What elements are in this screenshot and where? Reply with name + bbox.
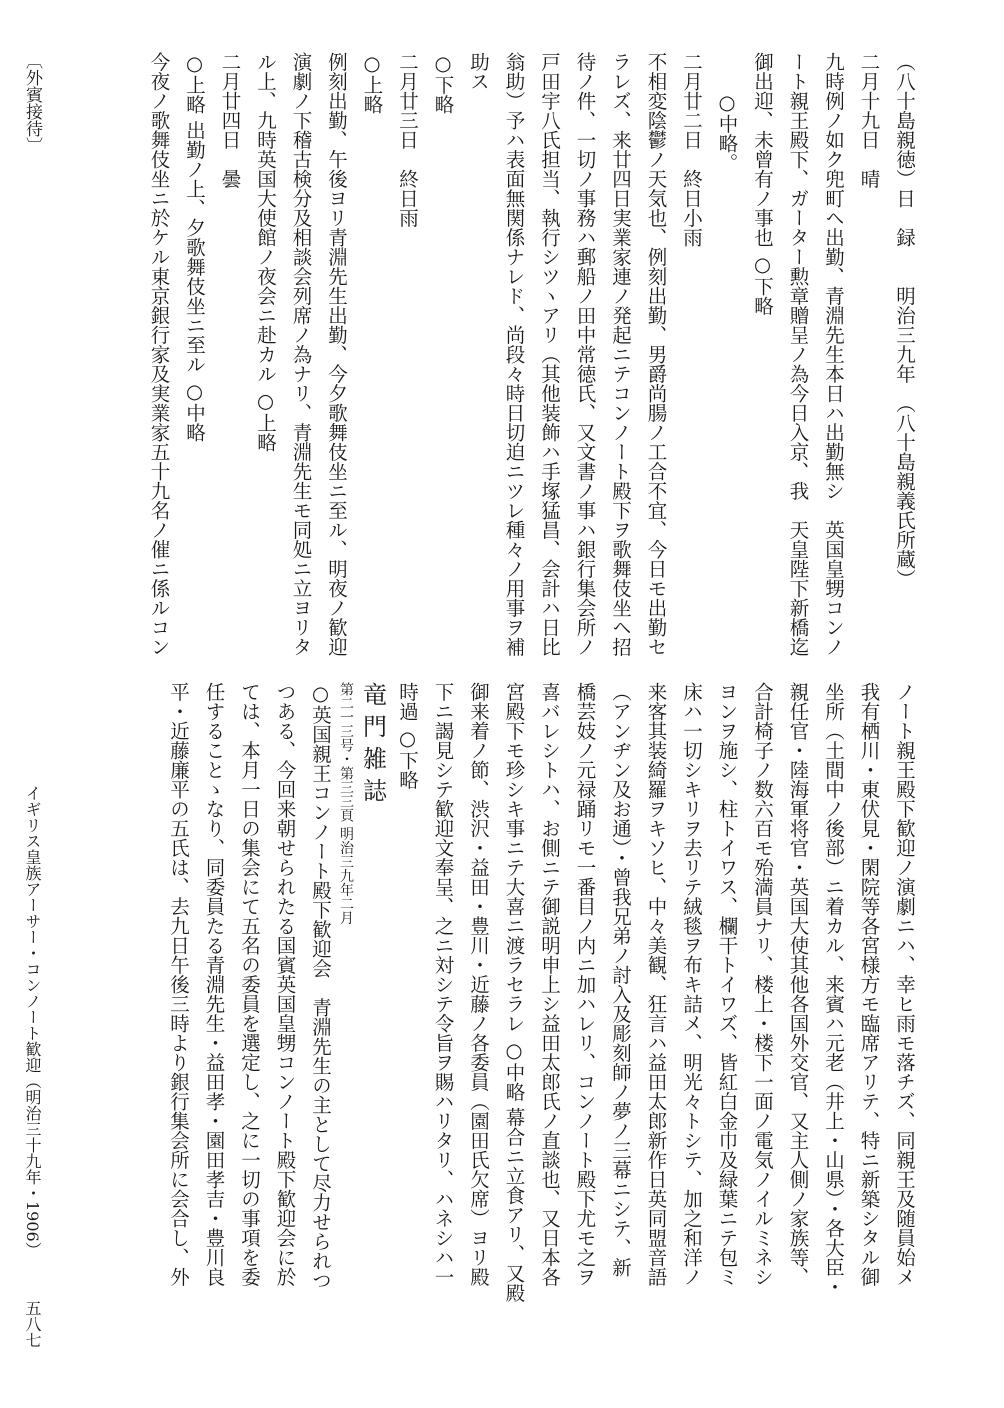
upper-column: 今夜ノ歌舞伎坐ニ於ケル東京銀行家及実業家五十九名ノ催ニ係ルコン	[147, 52, 171, 657]
chapter-subtitle: イギリス皇族アーサー・コンノート歓迎（明治三十九年・1906）	[23, 785, 42, 1258]
upper-column: 二月廿四日 曇	[218, 52, 242, 189]
upper-column: ○下略	[431, 52, 455, 114]
lower-column: 御来着ノ節、渋沢・益田・豊川・近藤ノ各委員（園田氏欠席）ヨリ殿	[467, 682, 490, 1287]
lower-column: 下ニ謁見シテ歓迎文奉呈、之ニ対シテ令旨ヲ賜ハリタリ、ハネシハ一	[431, 682, 455, 1287]
magazine-paragraph-column: 平・近藤廉平の五氏は、去九日午後三時より銀行集会所に会合し、外	[167, 682, 190, 1287]
lower-column: 我有栖川・東伏見・閑院等各宮様方モ臨席アリテ、特ニ新築シタル御	[857, 682, 881, 1287]
lower-column: 親任官・陸海軍将官・英国大使其他各国外交官、又主人側ノ家族等、	[786, 682, 810, 1287]
upper-column: 二月廿二日 終日小雨	[680, 52, 703, 247]
lower-column: 坐所（土間中ノ後部）ニ着カル、来賓ハ元老（井上・山県）・各大臣・	[822, 682, 845, 1297]
lower-column: 合計椅子ノ数六百モ殆満員ナリ、楼上・楼下一面ノ電気ノイルミネシ	[751, 682, 774, 1287]
section-tag: 〔外賓接待〕	[22, 52, 42, 154]
upper-column: 助ス	[467, 52, 490, 91]
lower-column: 時過 ○下略	[396, 682, 419, 790]
lower-column: 来客其装綺羅ヲキソヒ、中々美観、狂言ハ益田太郎新作日英同盟音語	[644, 682, 668, 1287]
upper-column: ラレズ、来廿四日実業家連ノ発起ニテコンノート殿下ヲ歌舞伎坐ヘ招	[609, 52, 632, 657]
upper-column: 戸田宇八氏担当、執行シツヽアリ（其他装飾ハ手塚猛昌、会計ハ日比	[538, 52, 561, 657]
upper-column: 演劇ノ下稽古検分及相談会列席ノ為ナリ、青淵先生モ同処ニ立ヨリタ	[289, 52, 313, 657]
upper-column: 翁助）予ハ表面無関係ナレド、尚段々時日切迫ニツレ種々ノ用事ヲ補	[502, 52, 526, 657]
magazine-paragraph-column: 任することゝなり、同委員たる青淵先生・益田孝・園田孝吉・豊川良	[202, 682, 226, 1287]
upper-column: 例刻出勤、午後ヨリ青淵先生出勤、今夕歌舞伎坐ニ至ル、明夜ノ歓迎	[325, 52, 348, 657]
upper-column: ート親王殿下、ガーター勲章贈呈ノ為今日入京、我 天皇陛下新橋迄	[786, 52, 810, 657]
upper-column: ○上略	[360, 52, 384, 114]
upper-column: 九時例ノ如ク兜町ヘ出勤、青淵先生本日ハ出勤無シ 英国皇甥コンノ	[822, 52, 845, 657]
magazine-paragraph-column: つある、今回来朝せられたる国賓英国皇甥コンノート殿下歓迎会に於	[273, 682, 297, 1287]
upper-column: ル上、九時英国大使館ノ夜会ニ赴カル ○上略	[254, 52, 277, 452]
page-number: 五八七	[23, 1300, 42, 1348]
lower-column: 床ハ一切シキリヲ去リテ絨毯ヲ布キ詰メ、明光々トシテ、加之和洋ノ	[680, 682, 703, 1287]
upper-column: （八十島親徳）日 録 明治三九年 （八十島親義氏所蔵）	[893, 52, 916, 589]
magazine-paragraph-column: ては、本月一日の集会にて五名の委員を選定し、之に一切の事項を委	[238, 682, 261, 1287]
upper-column: 二月廿三日 終日雨	[396, 52, 419, 228]
magazine-title: 竜門雑誌	[358, 682, 387, 810]
lower-column: 喜バレシトハ、お側ニテ御説明申上シ益田太郎氏ノ直談也、又日本各	[538, 682, 561, 1287]
upper-column: 御出迎、未曾有ノ事也 ○下略	[751, 52, 774, 316]
upper-column: ○上略 出勤ノ上、夕歌舞伎坐ニ至ル ○中略	[183, 52, 206, 442]
upper-column: 不相変陰鬱ノ天気也、例刻出勤、男爵尚腸ノ工合不宜、今日モ出勤セ	[644, 52, 668, 657]
lower-column: 橋芸妓ノ元禄踊リモ一番目ノ内ニ加ハレリ、コンノート殿下尤モ之ヲ	[573, 682, 597, 1287]
upper-column: 二月十九日 晴	[857, 52, 881, 189]
lower-column: （アンヂン及お通）・曾我兄弟ノ討入及彫刻師ノ夢ノ三幕ニシテ、新	[609, 682, 632, 1277]
upper-column: ○中略。	[715, 52, 739, 173]
lower-column: ヨンヲ施シ、柱トイワス、欄干トイワズ、皆紅白金巾及緑葉ニテ包ミ	[715, 682, 739, 1287]
diary-upper-section	[141, 52, 922, 662]
magazine-info: 第二一三号・第三三頁 明治三九年二月	[338, 682, 354, 925]
lower-column: 宮殿下モ珍シキ事ニテ大喜ニ渡ラセラレ ○中略 幕合ニ立食アリ、又殿	[502, 682, 526, 1303]
upper-column: 待ノ件、一切ノ事務ハ郵船ノ田中常徳氏、又文書ノ事ハ銀行集会所ノ	[573, 52, 597, 657]
lower-column: ノート親王殿下歓迎ノ演劇ニハ、幸ヒ雨モ落チズ、同親王及随員始メ	[893, 682, 916, 1287]
magazine-paragraph-column: ○英国親王コンノート殿下歓迎会 青淵先生の主として尽力せられつ	[309, 682, 332, 1290]
diary-lower-section	[161, 682, 923, 1322]
